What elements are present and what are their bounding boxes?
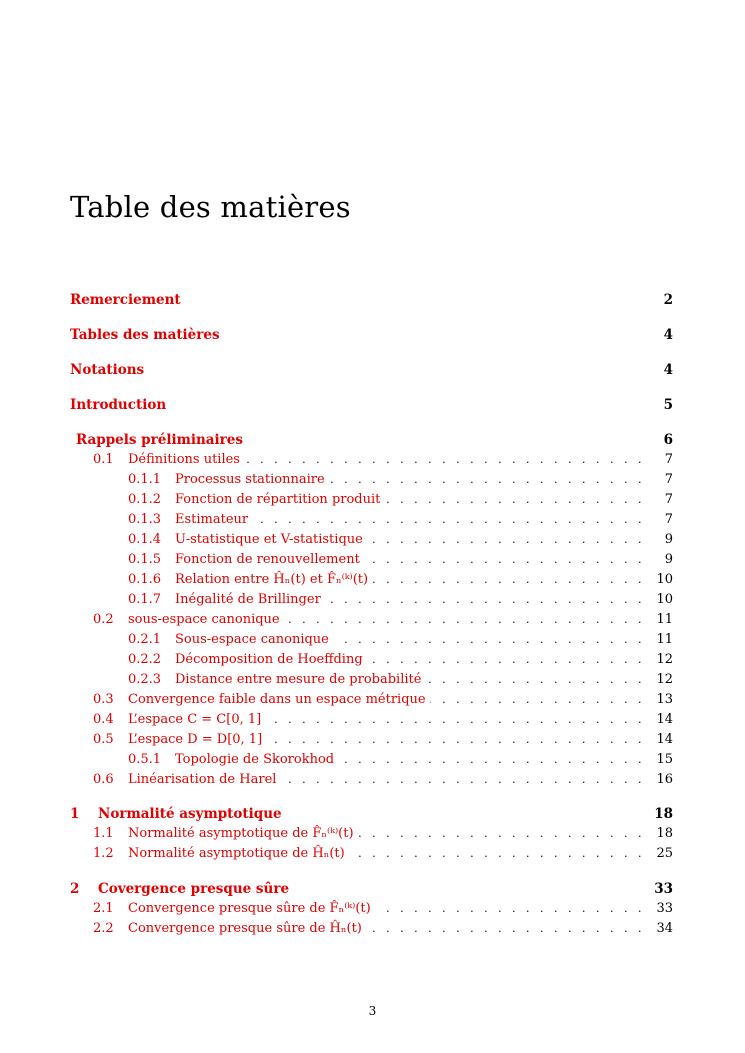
toc-entry-number: 0.1.6 xyxy=(128,572,162,587)
toc-entry[interactable] xyxy=(0,845,673,863)
toc-entry-number: 0.1.7 xyxy=(128,592,162,607)
toc-dot-leader xyxy=(265,711,645,729)
toc-entry-title: U-statistique et V-statistique xyxy=(175,531,367,549)
toc-dot-leader xyxy=(280,771,645,789)
toc-entry-title: Normalité asymptotique de F̂ₙ⁽ᵏ⁾(t) xyxy=(128,825,358,843)
toc-dot-leader xyxy=(367,531,645,549)
toc-entry[interactable] xyxy=(0,531,673,549)
toc-entry-page: 14 xyxy=(656,712,673,727)
toc-entry-page: 6 xyxy=(663,432,673,448)
toc-dot-leader xyxy=(349,845,645,863)
toc-dot-leader xyxy=(333,631,645,649)
page-title: Table des matières xyxy=(70,190,351,224)
toc-entry-page: 16 xyxy=(656,772,673,787)
toc-entry-title: Notations xyxy=(70,361,148,379)
toc-entry[interactable] xyxy=(0,491,673,509)
toc-entry[interactable] xyxy=(0,651,673,669)
toc-entry-number: 0.2 xyxy=(93,612,114,627)
toc-entry[interactable] xyxy=(0,396,673,414)
toc-entry[interactable] xyxy=(0,691,673,709)
toc-entry-title: Convergence presque sûre de Ĥₙ(t) xyxy=(128,920,366,938)
toc-entry-title: Relation entre Ĥₙ(t) et F̂ₙ⁽ᵏ⁾(t) xyxy=(175,571,372,589)
toc-entry-title: Remerciement xyxy=(70,291,185,309)
toc-entry-page: 18 xyxy=(656,826,673,841)
toc-entry-number: 0.3 xyxy=(93,692,114,707)
toc-entry-title: Topologie de Skorokhod xyxy=(175,751,338,769)
toc-entry-title: L’espace D = D[0, 1] xyxy=(128,731,266,749)
toc-entry[interactable] xyxy=(0,771,673,789)
toc-entry-title: Distance entre mesure de probabilité xyxy=(175,671,425,689)
toc-dot-leader xyxy=(375,900,645,918)
toc-entry-number: 0.1.4 xyxy=(128,532,162,547)
toc-dot-leader xyxy=(384,491,645,509)
toc-entry-title: Convergence faible dans un espace métrique xyxy=(128,691,430,709)
toc-entry-page: 2 xyxy=(663,292,673,308)
page-number: 3 xyxy=(368,1004,377,1018)
toc-entry[interactable] xyxy=(0,451,673,469)
toc-entry[interactable] xyxy=(0,591,673,609)
toc-dot-leader xyxy=(367,651,645,669)
toc-entry-number: 0.1.5 xyxy=(128,552,162,567)
toc-entry-page: 14 xyxy=(656,732,673,747)
toc-entry-number: 0.1.3 xyxy=(128,512,162,527)
toc-entry-title: Fonction de renouvellement xyxy=(175,551,364,569)
toc-entry-title: Décomposition de Hoeffding xyxy=(175,651,367,669)
toc-entry-page: 9 xyxy=(664,552,673,567)
toc-entry-number: 2 xyxy=(70,881,80,897)
toc-entry-title: L’espace C = C[0, 1] xyxy=(128,711,265,729)
toc-dot-leader xyxy=(366,920,645,938)
toc-entry-page: 15 xyxy=(656,752,673,767)
toc-entry-title: Fonction de répartition produit xyxy=(175,491,384,509)
toc-entry[interactable] xyxy=(0,431,673,449)
toc-entry-number: 0.5 xyxy=(93,732,114,747)
toc-entry-title: Inégalité de Brillinger xyxy=(175,591,325,609)
toc-entry[interactable] xyxy=(0,920,673,938)
toc-entry-title: Sous-espace canonique xyxy=(175,631,333,649)
toc-entry-title: Covergence presque sûre xyxy=(98,880,293,898)
toc-entry-title: Introduction xyxy=(70,396,170,414)
toc-entry-page: 11 xyxy=(656,612,673,627)
toc-dot-leader xyxy=(425,671,645,689)
toc-entry-number: 0.6 xyxy=(93,772,114,787)
toc-entry[interactable] xyxy=(0,900,673,918)
toc-entry-title: sous-espace canonique xyxy=(128,611,284,629)
toc-entry-page: 5 xyxy=(663,397,673,413)
toc-entry-title: Processus stationnaire xyxy=(175,471,329,489)
toc-entry[interactable] xyxy=(0,511,673,529)
toc-entry-page: 11 xyxy=(656,632,673,647)
toc-dot-leader xyxy=(430,691,645,709)
toc-entry-number: 1.2 xyxy=(93,846,114,861)
toc-entry-page: 12 xyxy=(656,652,673,667)
toc-entry[interactable] xyxy=(0,805,673,823)
toc-entry-title: Linéarisation de Harel xyxy=(128,771,280,789)
toc-entry-title: Définitions utiles xyxy=(128,451,244,469)
toc-entry-title: Normalité asymptotique xyxy=(98,805,286,823)
toc-entry-page: 34 xyxy=(656,921,673,936)
toc-dot-leader xyxy=(329,471,645,489)
toc-dot-leader xyxy=(325,591,645,609)
toc-entry[interactable] xyxy=(0,880,673,898)
toc-entry[interactable] xyxy=(0,825,673,843)
toc-dot-leader xyxy=(338,751,645,769)
toc-entry-number: 0.1 xyxy=(93,452,114,467)
toc-entry-title: Tables des matières xyxy=(70,326,224,344)
toc-dot-leader xyxy=(252,511,645,529)
toc-entry[interactable] xyxy=(0,711,673,729)
toc-entry-number: 1.1 xyxy=(93,826,114,841)
toc-entry-number: 2.1 xyxy=(93,901,114,916)
toc-entry[interactable] xyxy=(0,571,673,589)
toc-entry[interactable] xyxy=(0,631,673,649)
toc-entry-page: 25 xyxy=(656,846,673,861)
toc-entry-number: 0.2.3 xyxy=(128,672,162,687)
toc-dot-leader xyxy=(266,731,645,749)
toc-entry-title: Estimateur xyxy=(175,511,252,529)
toc-dot-leader xyxy=(364,551,645,569)
toc-entry-page: 7 xyxy=(664,512,673,527)
toc-entry[interactable] xyxy=(0,611,673,629)
toc-entry-page: 13 xyxy=(656,692,673,707)
toc-entry-title: Rappels préliminaires xyxy=(76,431,247,449)
toc-dot-leader xyxy=(358,825,645,843)
toc-entry-number: 0.4 xyxy=(93,712,114,727)
toc-entry[interactable] xyxy=(0,326,673,344)
toc-entry-page: 4 xyxy=(663,327,673,343)
toc-entry[interactable] xyxy=(0,751,673,769)
toc-entry-page: 9 xyxy=(664,532,673,547)
toc-entry[interactable] xyxy=(0,291,673,309)
toc-entry-page: 12 xyxy=(656,672,673,687)
toc-entry[interactable] xyxy=(0,471,673,489)
toc-entry[interactable] xyxy=(0,361,673,379)
toc-entry-number: 0.1.1 xyxy=(128,472,162,487)
toc-dot-leader xyxy=(372,571,645,589)
toc-entry-page: 10 xyxy=(656,592,673,607)
toc-entry-page: 18 xyxy=(654,806,673,822)
toc-entry-page: 7 xyxy=(664,492,673,507)
toc-entry-page: 7 xyxy=(664,472,673,487)
toc-entry-title: Normalité asymptotique de Ĥₙ(t) xyxy=(128,845,349,863)
toc-entry-number: 1 xyxy=(70,806,80,822)
toc-entry-page: 33 xyxy=(654,881,673,897)
toc-entry-number: 0.1.2 xyxy=(128,492,162,507)
toc-entry[interactable] xyxy=(0,731,673,749)
toc-entry-number: 0.5.1 xyxy=(128,752,162,767)
toc-entry[interactable] xyxy=(0,671,673,689)
toc-dot-leader xyxy=(284,611,645,629)
toc-entry-page: 33 xyxy=(656,901,673,916)
toc-entry-page: 10 xyxy=(656,572,673,587)
toc-dot-leader xyxy=(244,451,645,469)
toc-entry-number: 2.2 xyxy=(93,921,114,936)
toc-entry-page: 4 xyxy=(663,362,673,378)
toc-entry[interactable] xyxy=(0,551,673,569)
toc-entry-page: 7 xyxy=(664,452,673,467)
toc-entry-number: 0.2.1 xyxy=(128,632,162,647)
toc-entry-title: Convergence presque sûre de F̂ₙ⁽ᵏ⁾(t) xyxy=(128,900,375,918)
toc-entry-number: 0.2.2 xyxy=(128,652,162,667)
